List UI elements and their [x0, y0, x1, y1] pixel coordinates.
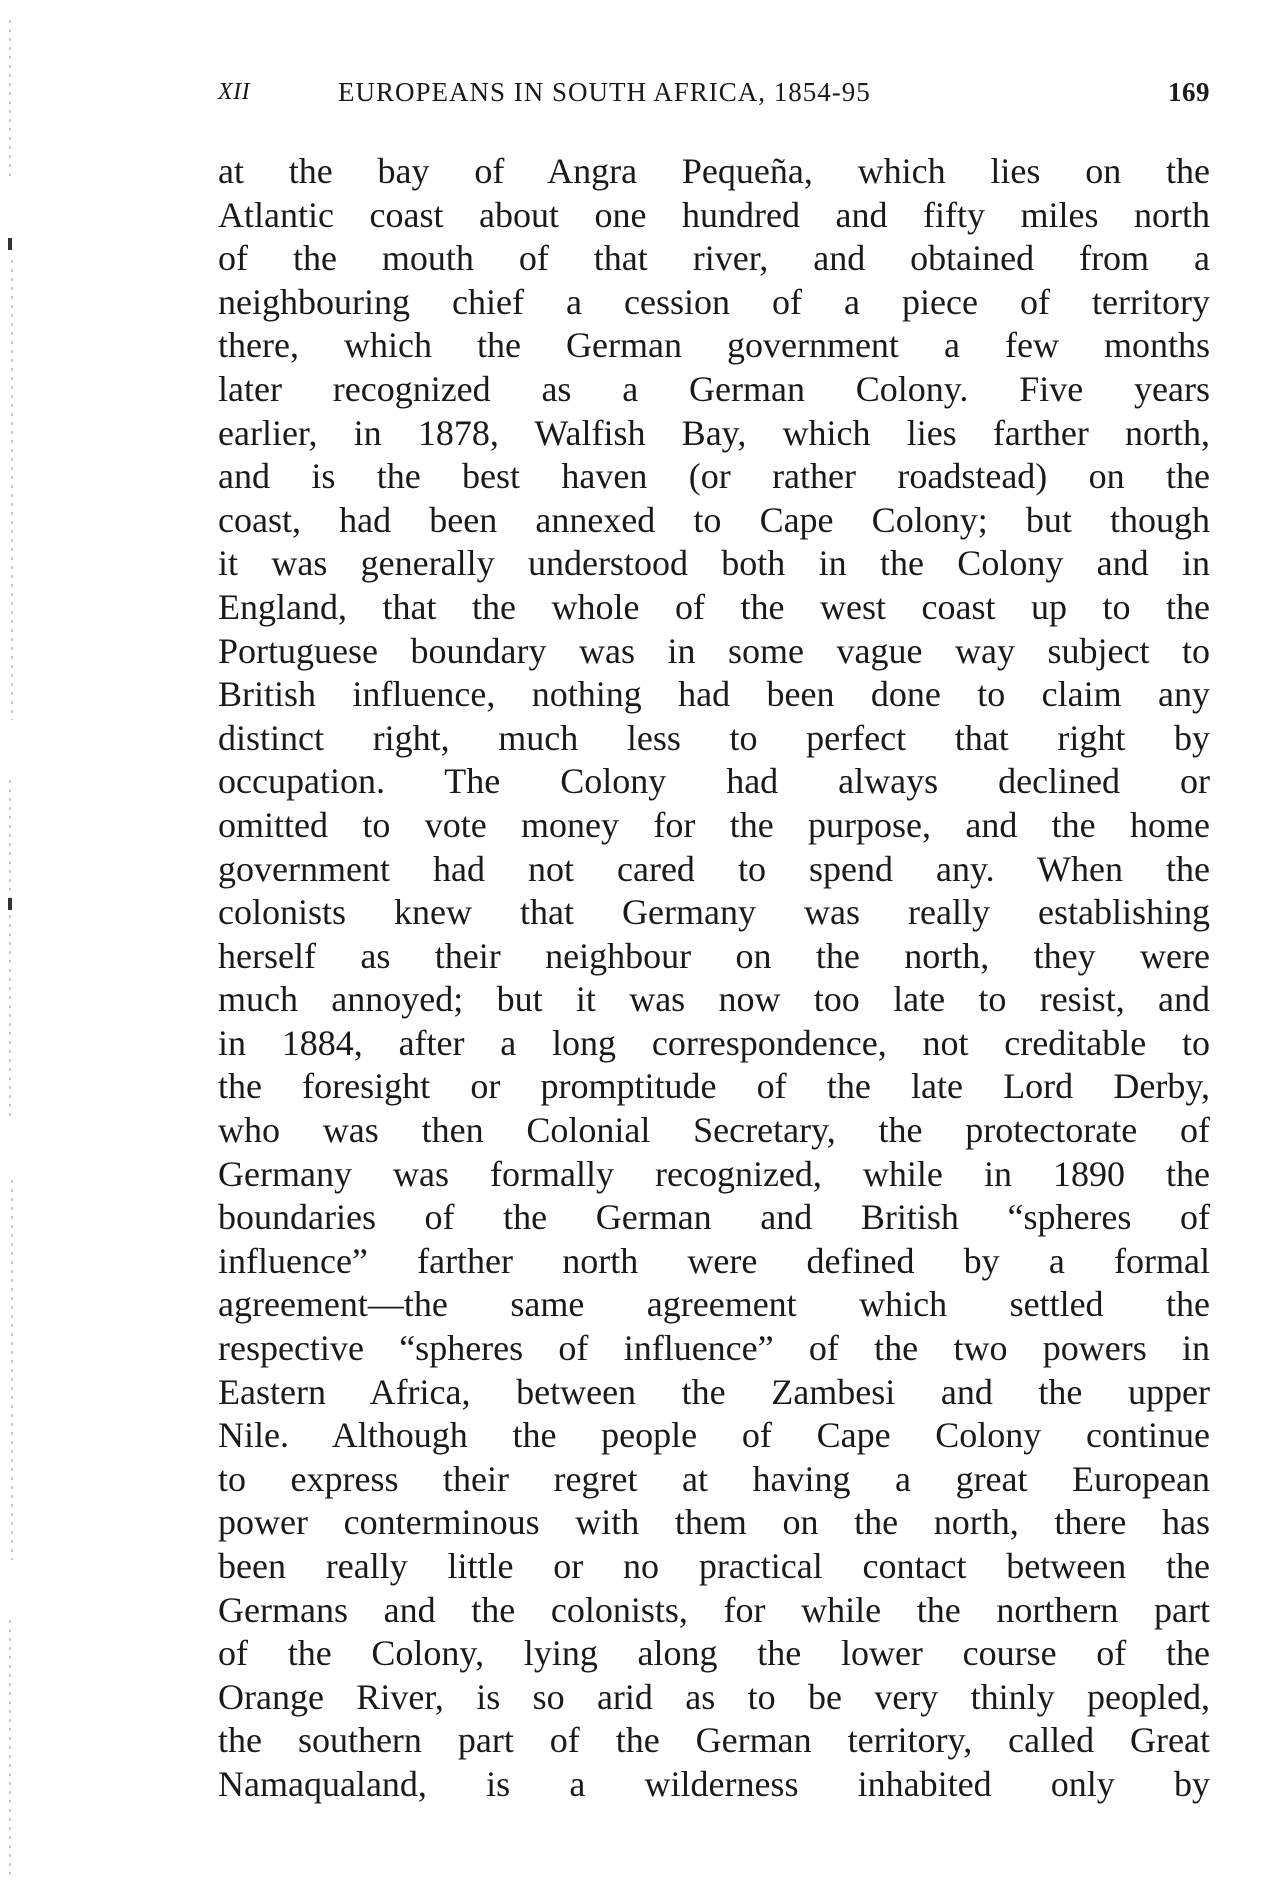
text-line: later recognized as a German Colony. Five years — [218, 368, 1210, 409]
binding-edge-marks — [0, 0, 30, 1904]
text-line: Germans and the colonists, for while the northern part — [218, 1589, 1210, 1630]
text-line: Germany was formally recognized, while in 1890 the — [218, 1153, 1210, 1194]
text-line: of the Colony, lying along the lower course of the — [218, 1633, 1210, 1674]
text-line: to express their regret at having a great European — [218, 1458, 1210, 1499]
chapter-number: XII — [218, 79, 251, 105]
text-line: coast, had been annexed to Cape Colony; but though — [218, 499, 1210, 540]
text-line: government had not cared to spend any. When the — [218, 848, 1210, 889]
text-line: been really little or no practical contact between the — [218, 1546, 1210, 1586]
text-line: Portuguese boundary was in some vague way subject to — [218, 630, 1210, 671]
text-line: omitted to vote money for the purpose, and the home — [218, 804, 1210, 845]
text-line: Namaqualand, is a wilderness inhabited only by — [218, 1763, 1210, 1804]
text-line: at the bay of Angra Pequeña, which lies on the — [218, 151, 1210, 191]
text-line: the foresight or promptitude of the late Lord Derby, — [218, 1066, 1210, 1107]
text-line: in 1884, after a long correspondence, not creditable to — [218, 1022, 1210, 1063]
text-line: power conterminous with them on the north, there has — [218, 1502, 1210, 1543]
text-line: there, which the German government a few months — [218, 325, 1210, 366]
text-line: British influence, nothing had been done to claim any — [218, 674, 1210, 715]
running-title: EUROPEANS IN SOUTH AFRICA, 1854-95 — [338, 77, 871, 107]
text-line: it was generally understood both in the Colony and in — [218, 543, 1210, 584]
text-line: herself as their neighbour on the north, they were — [218, 935, 1210, 976]
text-line: neighbouring chief a cession of a piece of territory — [218, 281, 1210, 322]
text-line: influence” farther north were defined by a formal — [218, 1240, 1210, 1281]
page-number: 169 — [1168, 77, 1210, 107]
text-line: colonists knew that Germany was really establishing — [218, 892, 1210, 933]
text-line: respective “spheres of influence” of the two powers in — [218, 1328, 1210, 1369]
text-line: Atlantic coast about one hundred and fifty miles north — [218, 194, 1210, 235]
text-line: who was then Colonial Secretary, the protectorate of — [218, 1110, 1210, 1151]
text-line: boundaries of the German and British “spheres of — [218, 1197, 1210, 1238]
text-line: of the mouth of that river, and obtained from a — [218, 238, 1210, 279]
text-line: occupation. The Colony had always declined or — [218, 761, 1210, 802]
body-paragraph — [218, 150, 1210, 1807]
text-line: and is the best haven (or rather roadstead) on the — [218, 456, 1210, 497]
text-line: much annoyed; but it was now too late to resist, and — [218, 979, 1210, 1020]
running-head — [218, 72, 1210, 112]
text-line: agreement—the same agreement which settled the — [218, 1284, 1210, 1325]
text-line: distinct right, much less to perfect that right by — [218, 717, 1210, 758]
text-line: England, that the whole of the west coast up to the — [218, 586, 1210, 627]
text-line: the southern part of the German territory, called Great — [218, 1720, 1210, 1761]
text-line: Eastern Africa, between the Zambesi and the upper — [218, 1371, 1210, 1412]
text-line: Nile. Although the people of Cape Colony continue — [218, 1415, 1210, 1456]
text-line: Orange River, is so arid as to be very thinly peopled, — [218, 1676, 1210, 1717]
text-line: earlier, in 1878, Walfish Bay, which lies farther north, — [218, 412, 1210, 453]
